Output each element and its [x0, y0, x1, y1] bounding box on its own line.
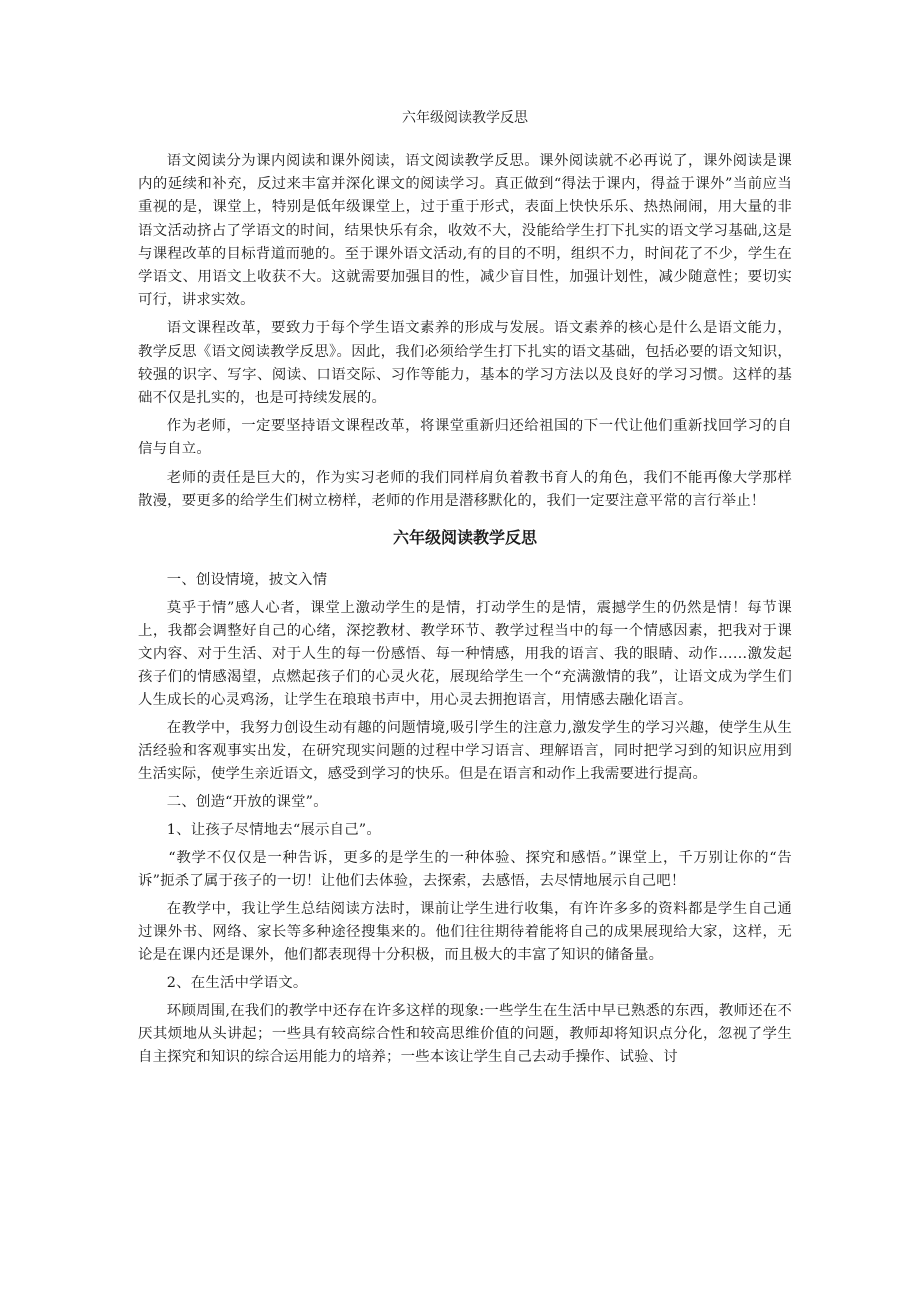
article1-title: 六年级阅读教学反思 [402, 110, 528, 126]
subsection-heading-2-2: 2、在生活中学语文。 [166, 975, 308, 992]
article1-paragraph-2: 语文课程改革，要致力于每个学生语文素养的形成与发展。语文素养的核心是什么是语文能力，教学反思《语文阅读教学反思》。因此，我们必须给学生打下扎实的语文基础，包括必要的语文知识，较强的识字、写字、阅读、口语交际、习作等能力，基本的学习方法以及良好的学习习惯。这样的基础不仅是扎实的，也是可持续发展的。 [138, 320, 792, 407]
section-heading-2: 二、创造“开放的课堂”。 [166, 794, 328, 811]
article2-paragraph-3: “教学不仅仅是一种告诉，更多的是学生的一种体验、探究和感悟。”课堂上，千万别让你的“告诉”扼杀了属于孩子的一切！让他们去体验，去探索，去感悟，去尽情地展示自己吧！ [138, 850, 792, 890]
section-heading-1: 一、创设情境，披文入情 [166, 572, 328, 589]
article2-paragraph-1: 莫乎于情”感人心者，课堂上激动学生的是情，打动学生的是情，震撼学生的仍然是情！每节课上，我都会调整好自己的心绪，深挖教材、教学环节、教学过程当中的每一个情感因素，把我对于课文内容、对于生活、对于人生的每一份感悟、每一种情感，用我的语言、我的眼睛、动作……激发起孩子们的情感渴望，点燃起孩子们的心灵火花，展现给学生一个“充满激情的我”，让语文成为学生们人生成长的心灵鸡汤，让学生在琅琅书声中，用心灵去拥抱语言，用情感去融化语言。 [138, 600, 792, 709]
article2-title: 六年级阅读教学反思 [392, 528, 537, 548]
article1-paragraph-3: 作为老师，一定要坚持语文课程改革，将课堂重新归还给祖国的下一代让他们重新找回学习的自信与自立。 [138, 418, 792, 458]
article2-paragraph-2: 在教学中，我努力创设生动有趣的问题情境,吸引学生的注意力,激发学生的学习兴趣，使学生从生活经验和客观事实出发，在研究现实问题的过程中学习语言、理解语言，同时把学习到的知识应用到生活实际，使学生亲近语文，感受到学习的快乐。但是在语言和动作上我需要进行提高。 [138, 720, 792, 783]
article2-paragraph-4: 在教学中，我让学生总结阅读方法时，课前让学生进行收集，有许许多多的资料都是学生自己通过课外书、网络、家长等多种途径搜集来的。他们往往期待着能将自己的成果展现给大家，这样，无论是在课内还是课外，他们都表现得十分积极，而且极大的丰富了知识的储备量。 [138, 901, 792, 964]
article2-paragraph-5: 环顾周围,在我们的教学中还存在许多这样的现象:一些学生在生活中早已熟悉的东西，教师还在不厌其烦地从头讲起；一些具有较高综合性和较高思维价值的问题，教师却将知识点分化，忽视了学生自主探究和知识的综合运用能力的培养；一些本该让学生自己去动手操作、试验、讨 [138, 1003, 792, 1066]
document-body [138, 108, 792, 1069]
article1-paragraph-4: 老师的责任是巨大的，作为实习老师的我们同样肩负着教书育人的角色，我们不能再像大学那样散漫，要更多的给学生们树立榜样，老师的作用是潜移默化的，我们一定要注意平常的言行举止！ [138, 469, 792, 509]
subsection-heading-2-1: 1、让孩子尽情地去“展示自己”。 [166, 822, 381, 839]
article1-paragraph-1: 语文阅读分为课内阅读和课外阅读，语文阅读教学反思。课外阅读就不必再说了，课外阅读是课内的延续和补充，反过来丰富并深化课文的阅读学习。真正做到“得法于课内，得益于课外”当前应当重视的是，课堂上，特别是低年级课堂上，过于重于形式，表面上快快乐乐、热热闹闹，用大量的非语文活动挤占了学语文的时间，结果快乐有余，收效不大，没能给学生打下扎实的语文学习基础,这是与课程改革的目标背道而驰的。至于课外语文活动,有的目的不明，组织不力，时间花了不少，学生在学语文、用语文上收获不大。这就需要加强目的性，减少盲目性，加强计划性，减少随意性；要切实可行，讲求实效。 [138, 153, 792, 309]
